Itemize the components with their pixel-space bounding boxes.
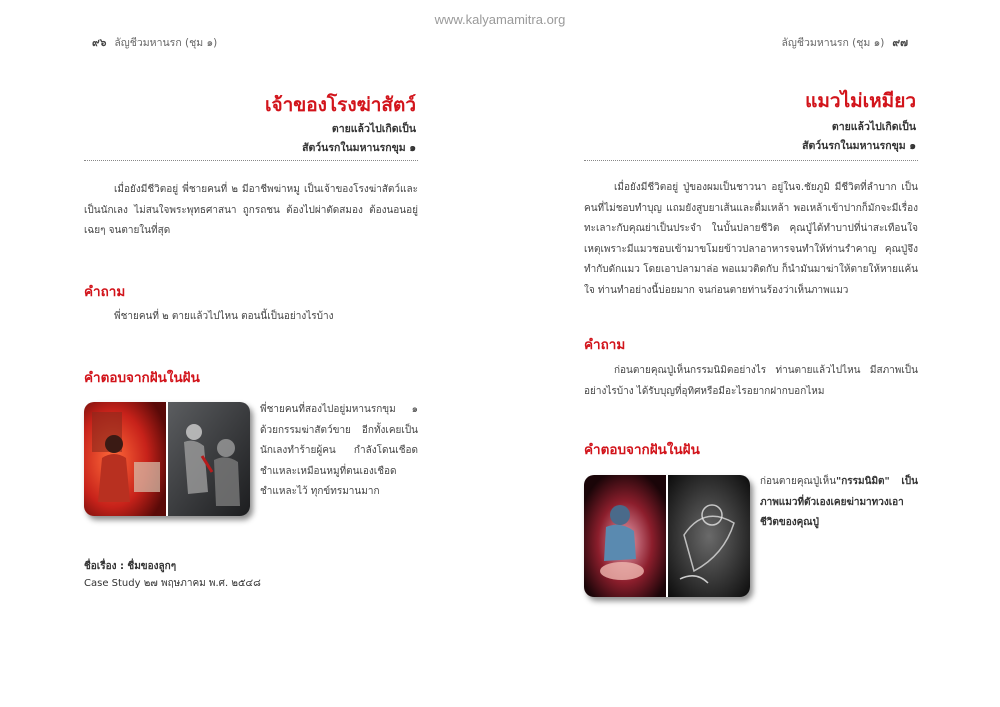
left-story-title: เจ้าของโรงฆ่าสัตว์	[264, 94, 416, 116]
right-answer-prefix: ก่อนตายคุณปู่เห็น	[760, 476, 837, 487]
right-subtitle-line2: สัตว์นรกในมหานรกขุม ๑	[802, 140, 916, 152]
right-answer-text	[760, 472, 918, 534]
right-illustration	[584, 475, 750, 597]
right-page-number: ๙๗	[892, 37, 908, 49]
left-subtitle	[302, 120, 416, 158]
right-page-header	[782, 34, 917, 51]
left-illustration	[84, 402, 250, 516]
left-source-case: Case Study ๒๗ พฤษภาคม พ.ศ. ๒๕๔๘	[84, 578, 261, 589]
left-page-number: ๙๖	[92, 37, 107, 49]
right-subtitle	[802, 118, 916, 156]
right-story-text: เมื่อยังมีชีวิตอยู่ ปู่ของผมเป็นชาวนา อยู่ในจ.ชัยภูมิ มีชีวิตที่ลำบาก เป็นคนที่ไม่ชอบทำบุญ แถมยังสูบยาเส้นและดื่มเหล้า พอเหล้าเข้าปากก็มักจะมีเรื่องทะเลาะกับคุณย่าเป็นประจำ ในบั้นปลายชีวิต คุณปู่ได้ทำบาปที่น่าสะเทือนใจ เหตุเพราะมีแมวชอบเข้ามาขโมยข้าวปลาอาหารจนทำให้ท่านรำคาญ คุณปู่จึงทำกับดักแมว โดยเอาปลามาล่อ พอแมวติดกับ ก็นำมันมาฆ่าให้ตายให้หายแค้นใจ ท่านทำอย่างนี้บ่อยมาก จนก่อนตายท่านร้องว่าเห็นภาพแมว	[584, 182, 918, 296]
left-answer-text: พี่ชายคนที่สองไปอยู่มหานรกขุม ๑ ด้วยกรรมฆ่าสัตว์ขาย อีกทั้งเคยเป็นนักเลงทำร้ายผู้คน กำลังโดนเชือดชำแหละเหมือนหมูที่ตนเองเชือดชำแหละไว้ ทุกข์ทรมานมาก	[260, 404, 418, 497]
right-answer-bold: "กรรมนิมิต" เป็นภาพแมวที่ตัวเองเคยฆ่ามาทวงเอาชีวิตของคุณปู่	[760, 476, 918, 528]
right-story-title: แมวไม่เหมียว	[805, 90, 916, 112]
right-answer-heading: คำตอบจากฝันในฝัน	[584, 442, 700, 458]
right-subtitle-line1: ตายแล้วไปเกิดเป็น	[831, 121, 916, 133]
left-book-title: ลัญชีวมหานรก (ชุม ๑)	[114, 37, 218, 49]
left-subtitle-line2: สัตว์นรกในมหานรกขุม ๑	[302, 142, 416, 154]
site-url: www.kalyamamitra.org	[434, 12, 566, 27]
right-page	[500, 0, 1000, 707]
left-source	[84, 558, 261, 592]
left-subtitle-line1: ตายแล้วไปเกิดเป็น	[331, 123, 416, 135]
left-source-title: ชื่อเรื่อง : ชื่มของลูกๆ	[84, 561, 177, 572]
right-book-title: ลัญชีวมหานรก (ชุม ๑)	[781, 37, 885, 49]
right-divider	[584, 160, 918, 161]
left-question-text: พี่ชายคนที่ ๒ ตายแล้วไปไหน ตอนนี้เป็นอย่างไรบ้าง	[114, 311, 334, 322]
left-story-text: เมื่อยังมีชีวิตอยู่ พี่ชายคนที่ ๒ มีอาชีพฆ่าหมู เป็นเจ้าของโรงฆ่าสัตว์และเป็นนักเลง ไม่สนใจพระพุทธศาสนา ถูกรถชน ต้องไปผ่าตัดสมอง ต้องนอนอยู่เฉยๆ จนตายในที่สุด	[84, 184, 418, 236]
left-divider	[84, 160, 418, 161]
left-page-header	[84, 34, 217, 51]
left-question-heading: คำถาม	[84, 284, 126, 300]
left-answer-heading: คำตอบจากฝันในฝัน	[84, 370, 200, 386]
right-question-text: ก่อนตายคุณปู่เห็นกรรมนิมิตอย่างไร ท่านตายแล้วไปไหน มีสภาพเป็นอย่างไรบ้าง ได้รับบุญที่อุทิศหรือมีอะไรอยากฝากบอกไหม	[584, 365, 918, 397]
right-question-heading: คำถาม	[584, 337, 626, 353]
